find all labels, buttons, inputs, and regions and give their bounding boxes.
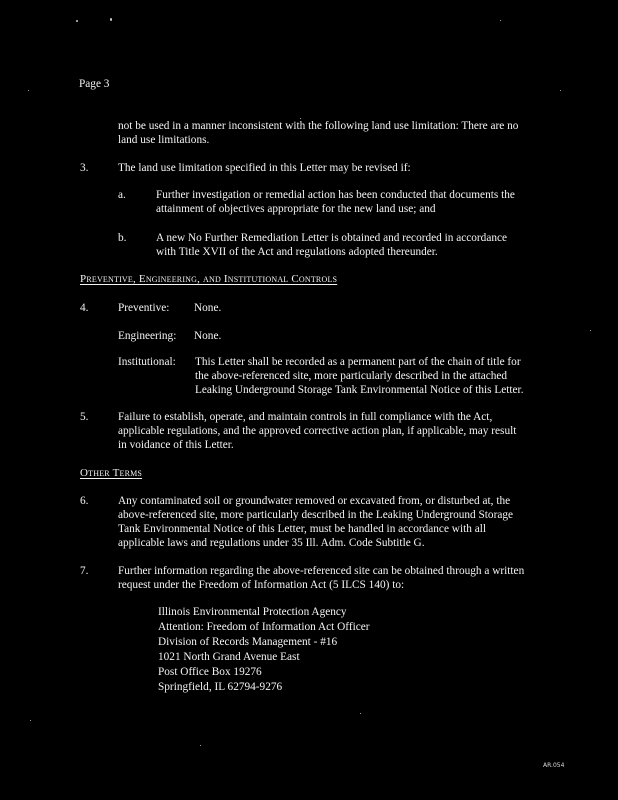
address-line: 1021 North Grand Avenue East bbox=[158, 651, 300, 663]
scan-speck bbox=[560, 90, 561, 91]
engineering-label: Engineering: bbox=[118, 330, 177, 342]
item-3b-label: b. bbox=[118, 232, 127, 244]
address-line: Division of Records Management - #16 bbox=[158, 636, 338, 648]
item-3-text: The land use limitation specified in this Letter may be revised if: bbox=[118, 162, 411, 174]
item-5-line-3: in voidance of this Letter. bbox=[118, 439, 234, 451]
page-number: Page 3 bbox=[79, 78, 110, 90]
institutional-line-3: Leaking Underground Storage Tank Environmental Notice of this Letter. bbox=[195, 384, 524, 396]
scan-speck bbox=[360, 713, 361, 714]
institutional-label: Institutional: bbox=[118, 356, 176, 368]
address-line: Springfield, IL 62794-9276 bbox=[158, 681, 283, 693]
preventive-label: Preventive: bbox=[118, 302, 170, 314]
scan-speck bbox=[500, 20, 501, 21]
item-5-number: 5. bbox=[80, 411, 89, 423]
institutional-line-1: This Letter shall be recorded as a permanent part of the chain of title for bbox=[195, 356, 521, 368]
item-6-line-2: above-referenced site, more particularly described in the Leaking Underground Storage bbox=[118, 509, 514, 521]
engineering-value: None. bbox=[194, 330, 222, 342]
institutional-line-2: the above-referenced site, more particularly described in the attached bbox=[195, 370, 508, 382]
address-line: Attention: Freedom of Information Act Officer bbox=[158, 621, 370, 633]
address-line: Post Office Box 19276 bbox=[158, 666, 262, 678]
item-4-number: 4. bbox=[80, 302, 89, 314]
item-3a-line-2: attainment of objectives appropriate for the new land use; and bbox=[156, 203, 436, 215]
item-3a-line-1: Further investigation or remedial action has been conducted that documents the bbox=[156, 189, 515, 201]
scan-speck bbox=[76, 20, 78, 22]
item-5-line-1: Failure to establish, operate, and maintain controls in full compliance with the Act, bbox=[118, 411, 493, 423]
scan-speck bbox=[30, 720, 31, 721]
item-3b-line-2: with Title XVII of the Act and regulations adopted thereunder. bbox=[156, 246, 438, 258]
preventive-value: None. bbox=[194, 302, 222, 314]
scan-speck bbox=[110, 18, 112, 21]
item-7-number: 7. bbox=[80, 565, 89, 577]
scan-speck bbox=[590, 330, 591, 331]
item-3-number: 3. bbox=[80, 162, 89, 174]
item-3a-label: a. bbox=[118, 189, 126, 201]
item-7-line-2: request under the Freedom of Information Act (5 ILCS 140) to: bbox=[118, 579, 405, 591]
intro-line-2: land use limitations. bbox=[118, 134, 210, 146]
scan-speck bbox=[200, 745, 201, 746]
item-3b-line-1: A new No Further Remediation Letter is obtained and recorded in accordance bbox=[156, 232, 508, 244]
intro-line-1: not be used in a manner inconsistent with the following land use limitation: There are no bbox=[118, 120, 519, 132]
item-6-line-1: Any contaminated soil or groundwater removed or excavated from, or disturbed at, the bbox=[118, 495, 511, 507]
item-5-line-2: applicable regulations, and the approved corrective action plan, if applicable, may result bbox=[118, 425, 517, 437]
item-6-line-3: Tank Environmental Notice of this Letter, must be handled in accordance with all bbox=[118, 523, 486, 535]
address-block bbox=[158, 605, 370, 695]
item-6-line-4: applicable laws and regulations under 35 Ill. Adm. Code Subtitle G. bbox=[118, 537, 425, 549]
section-heading-other-terms: Other Terms bbox=[80, 467, 143, 479]
address-line: Illinois Environmental Protection Agency bbox=[158, 606, 347, 618]
item-6-number: 6. bbox=[80, 495, 89, 507]
section-heading-controls: Preventive, Engineering, and Institutional Controls bbox=[80, 273, 338, 285]
page-stamp: AR.054 bbox=[543, 762, 565, 769]
item-7-line-1: Further information regarding the above-referenced site can be obtained through a written bbox=[118, 565, 525, 577]
scan-speck bbox=[28, 90, 29, 91]
